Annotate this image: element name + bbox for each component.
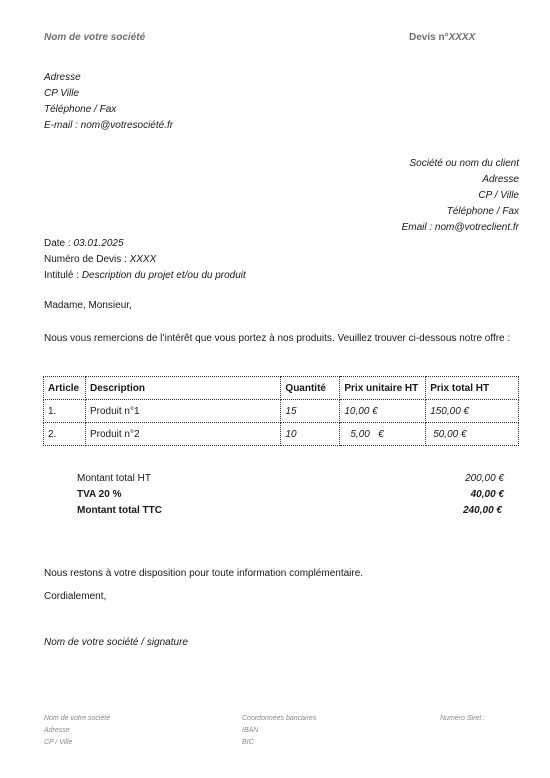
header-quantity: Quantité — [281, 377, 340, 400]
client-email: Email : nom@votreclient.fr — [401, 222, 519, 233]
footer-company-city: CP / Ville — [44, 739, 73, 746]
regards: Cordialement, — [44, 591, 107, 602]
footer-siret — [440, 713, 485, 725]
table-row — [44, 423, 519, 446]
company-name: Nom de votre société — [44, 32, 146, 43]
header-total-price: Prix total HT — [426, 377, 519, 400]
client-block — [402, 156, 519, 236]
cell-quantity: 10 — [281, 423, 340, 446]
number-value: XXXX — [129, 254, 157, 265]
sender-block — [44, 70, 173, 134]
quote-date — [44, 236, 246, 252]
tva-label: TVA 20 % — [77, 489, 122, 500]
header-description: Description — [85, 377, 280, 400]
footer-bank-title: Coordonnées bancaires — [242, 715, 317, 722]
sender-email: E-mail : nom@votresociété.fr — [44, 120, 174, 131]
title-value: Description du projet et/ou du produit — [81, 270, 246, 281]
date-label: Date : — [44, 238, 74, 249]
quote-title — [44, 268, 246, 284]
cell-total-price: 150,00 € — [426, 400, 519, 423]
sender-phone: Téléphone / Fax — [44, 104, 117, 115]
footer-siret-label: Numéro Siret : — [440, 715, 486, 722]
items-table — [43, 376, 519, 446]
quote-id — [44, 252, 246, 268]
footer-company-name: Nom de votre société — [44, 715, 111, 722]
sender-city: CP Ville — [44, 88, 80, 99]
greeting: Madame, Monsieur, — [44, 300, 132, 311]
client-city: CP / Ville — [478, 190, 519, 201]
cell-article: 2. — [44, 423, 86, 446]
total-ht-value: 200,00 € — [465, 473, 504, 484]
footer-bic: BIC — [242, 739, 254, 746]
client-phone: Téléphone / Fax — [446, 206, 519, 217]
quote-number-value: XXXX — [448, 32, 476, 43]
table-header-row — [44, 377, 519, 400]
date-value: 03.01.2025 — [73, 238, 124, 249]
footer-bank — [242, 713, 316, 749]
total-ttc-label: Montant total TTC — [77, 505, 162, 516]
footer-company — [44, 713, 110, 749]
tva-value: 40,00 € — [470, 489, 504, 500]
quote-meta — [44, 236, 246, 284]
signature-line: Nom de votre société / signature — [44, 637, 188, 648]
total-ht-label: Montant total HT — [77, 473, 151, 484]
sender-address: Adresse — [44, 72, 81, 83]
total-ttc-value: 240,00 € — [463, 505, 502, 516]
cell-unit-price: 5,00 € — [340, 423, 426, 446]
table-row — [44, 400, 519, 423]
quote-number — [409, 32, 475, 43]
quote-number-label: Devis n° — [409, 32, 449, 43]
footer-iban: IBAN — [242, 727, 259, 734]
cell-description: Produit n°1 — [85, 400, 280, 423]
intro-paragraph: Nous vous remercions de l’intérêt que vous portez à nos produits. Veuillez trouver ci-dessous notre offre : — [44, 333, 511, 344]
cell-total-price: 50,00 € — [426, 423, 519, 446]
cell-quantity: 15 — [281, 400, 340, 423]
client-name: Société ou nom du client — [409, 158, 519, 169]
cell-unit-price: 10,00 € — [340, 400, 426, 423]
footer-company-address: Adresse — [44, 727, 70, 734]
client-address: Adresse — [482, 174, 519, 185]
number-label: Numéro de Devis : — [44, 254, 130, 265]
cell-description: Produit n°2 — [85, 423, 280, 446]
title-label: Intitulé : — [44, 270, 82, 281]
header-article: Article — [44, 377, 86, 400]
cell-article: 1. — [44, 400, 86, 423]
header-unit-price: Prix unitaire HT — [340, 377, 426, 400]
closing-paragraph: Nous restons à votre disposition pour toute information complémentaire. — [44, 568, 364, 579]
